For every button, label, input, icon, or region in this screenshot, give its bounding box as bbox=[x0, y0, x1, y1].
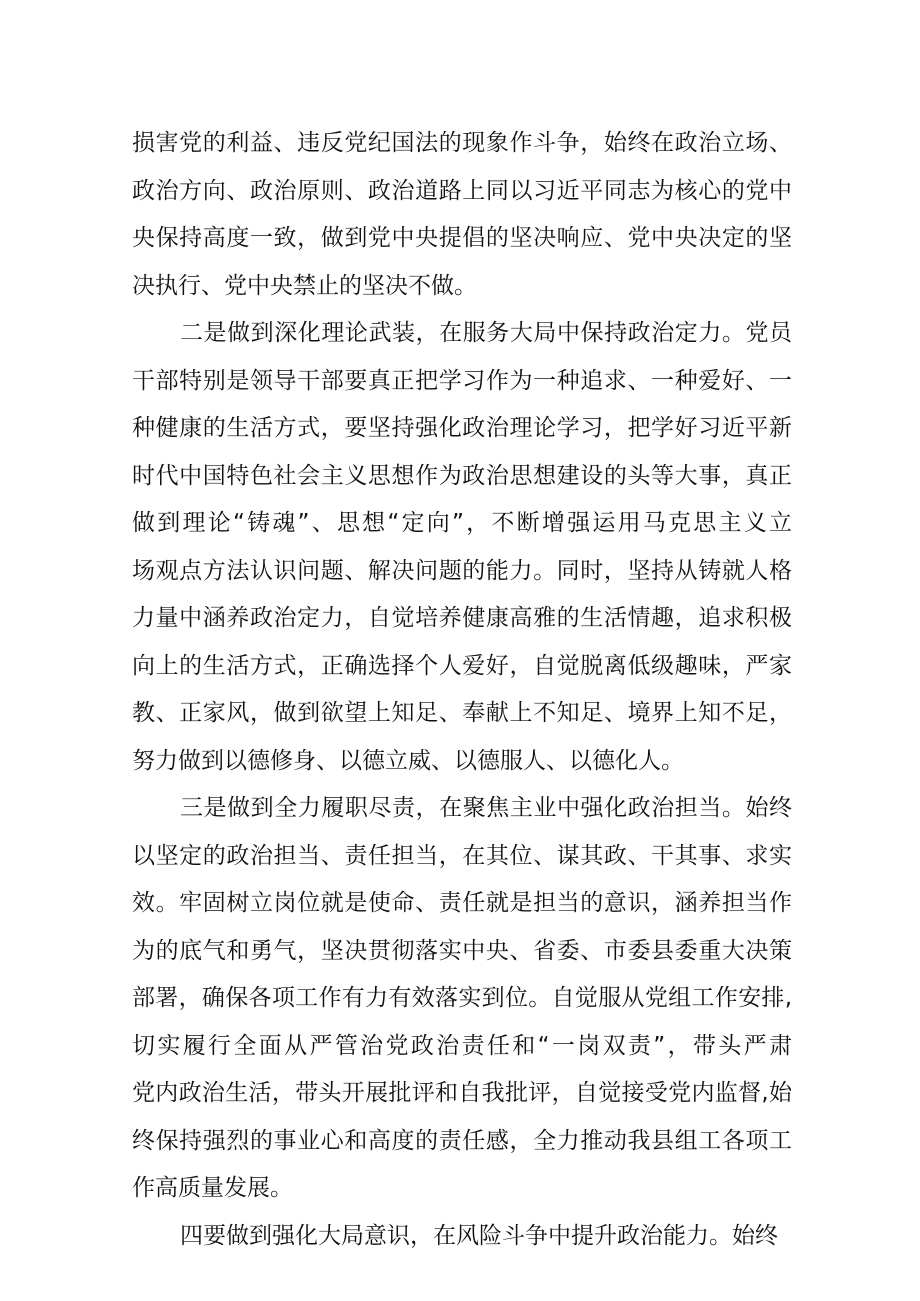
text-line: 政治方向、政治原则、政治道路上同以习近平同志为核心的党中 bbox=[132, 177, 792, 204]
text-line: 教、正家风，做到欲望上知足、奉献上不知足、境界上知不足， bbox=[132, 700, 792, 726]
text-line: 损害党的利益、违反党纪国法的现象作斗争，始终在政治立场、 bbox=[132, 130, 792, 156]
text-line: 为的底气和勇气，坚决贯彻落实中央、省委、市委县委重大决策 bbox=[132, 937, 792, 964]
text-line: 党内政治生活，带头开展批评和自我批评，自觉接受党内监督,始 bbox=[132, 1080, 792, 1106]
text-line: 时代中国特色社会主义思想作为政治思想建设的头等大事，真正 bbox=[132, 462, 792, 489]
text-line: 以坚定的政治担当、责任担当，在其位、谋其政、干其事、求实 bbox=[132, 842, 792, 869]
text-line: 央保持高度一致，做到党中央提倡的坚决响应、党中央决定的坚 bbox=[132, 225, 792, 251]
paragraph bbox=[132, 120, 792, 310]
text-line: 力量中涵养政治定力，自觉培养健康高雅的生活情趣，追求积极 bbox=[132, 605, 792, 631]
text-line: 种健康的生活方式，要坚持强化政治理论学习，把学好习近平新 bbox=[132, 415, 792, 441]
text-line: 效。牢固树立岗位就是使命、责任就是担当的意识，涵养担当作 bbox=[132, 890, 792, 916]
paragraph bbox=[132, 785, 792, 1213]
text-line: 部署，确保各项工作有力有效落实到位。自觉服从党组工作安排, bbox=[132, 985, 792, 1011]
text-line: 终保持强烈的事业心和高度的责任感，全力推动我县组工各项工 bbox=[132, 1127, 792, 1154]
paragraph bbox=[132, 310, 792, 785]
text-line: 做到理论“铸魂”、思想“定向”，不断增强运用马克思主义立 bbox=[132, 510, 792, 536]
text-line: 切实履行全面从严管治党政治责任和“一岗双责”，带头严肃 bbox=[132, 1032, 792, 1059]
text-line: 向上的生活方式，正确选择个人爱好，自觉脱离低级趣味，严家 bbox=[132, 652, 792, 679]
text-line: 四要做到强化大局意识，在风险斗争中提升政治能力。始终 bbox=[180, 1222, 778, 1249]
text-line: 二是做到深化理论武装，在服务大局中保持政治定力。党员 bbox=[180, 320, 792, 346]
text-line: 干部特别是领导干部要真正把学习作为一种追求、一种爱好、一 bbox=[132, 367, 792, 394]
text-line: 场观点方法认识问题、解决问题的能力。同时，坚持从铸就人格 bbox=[132, 557, 792, 584]
text-line: 决执行、党中央禁止的坚决不做。 bbox=[132, 272, 477, 299]
paragraph bbox=[132, 1213, 792, 1261]
document-body bbox=[132, 120, 792, 1260]
text-line: 作高质量发展。 bbox=[132, 1175, 293, 1201]
text-line: 三是做到全力履职尽责，在聚焦主业中强化政治担当。始终 bbox=[180, 795, 792, 821]
text-line: 努力做到以德修身、以德立威、以德服人、以德化人。 bbox=[132, 747, 684, 774]
